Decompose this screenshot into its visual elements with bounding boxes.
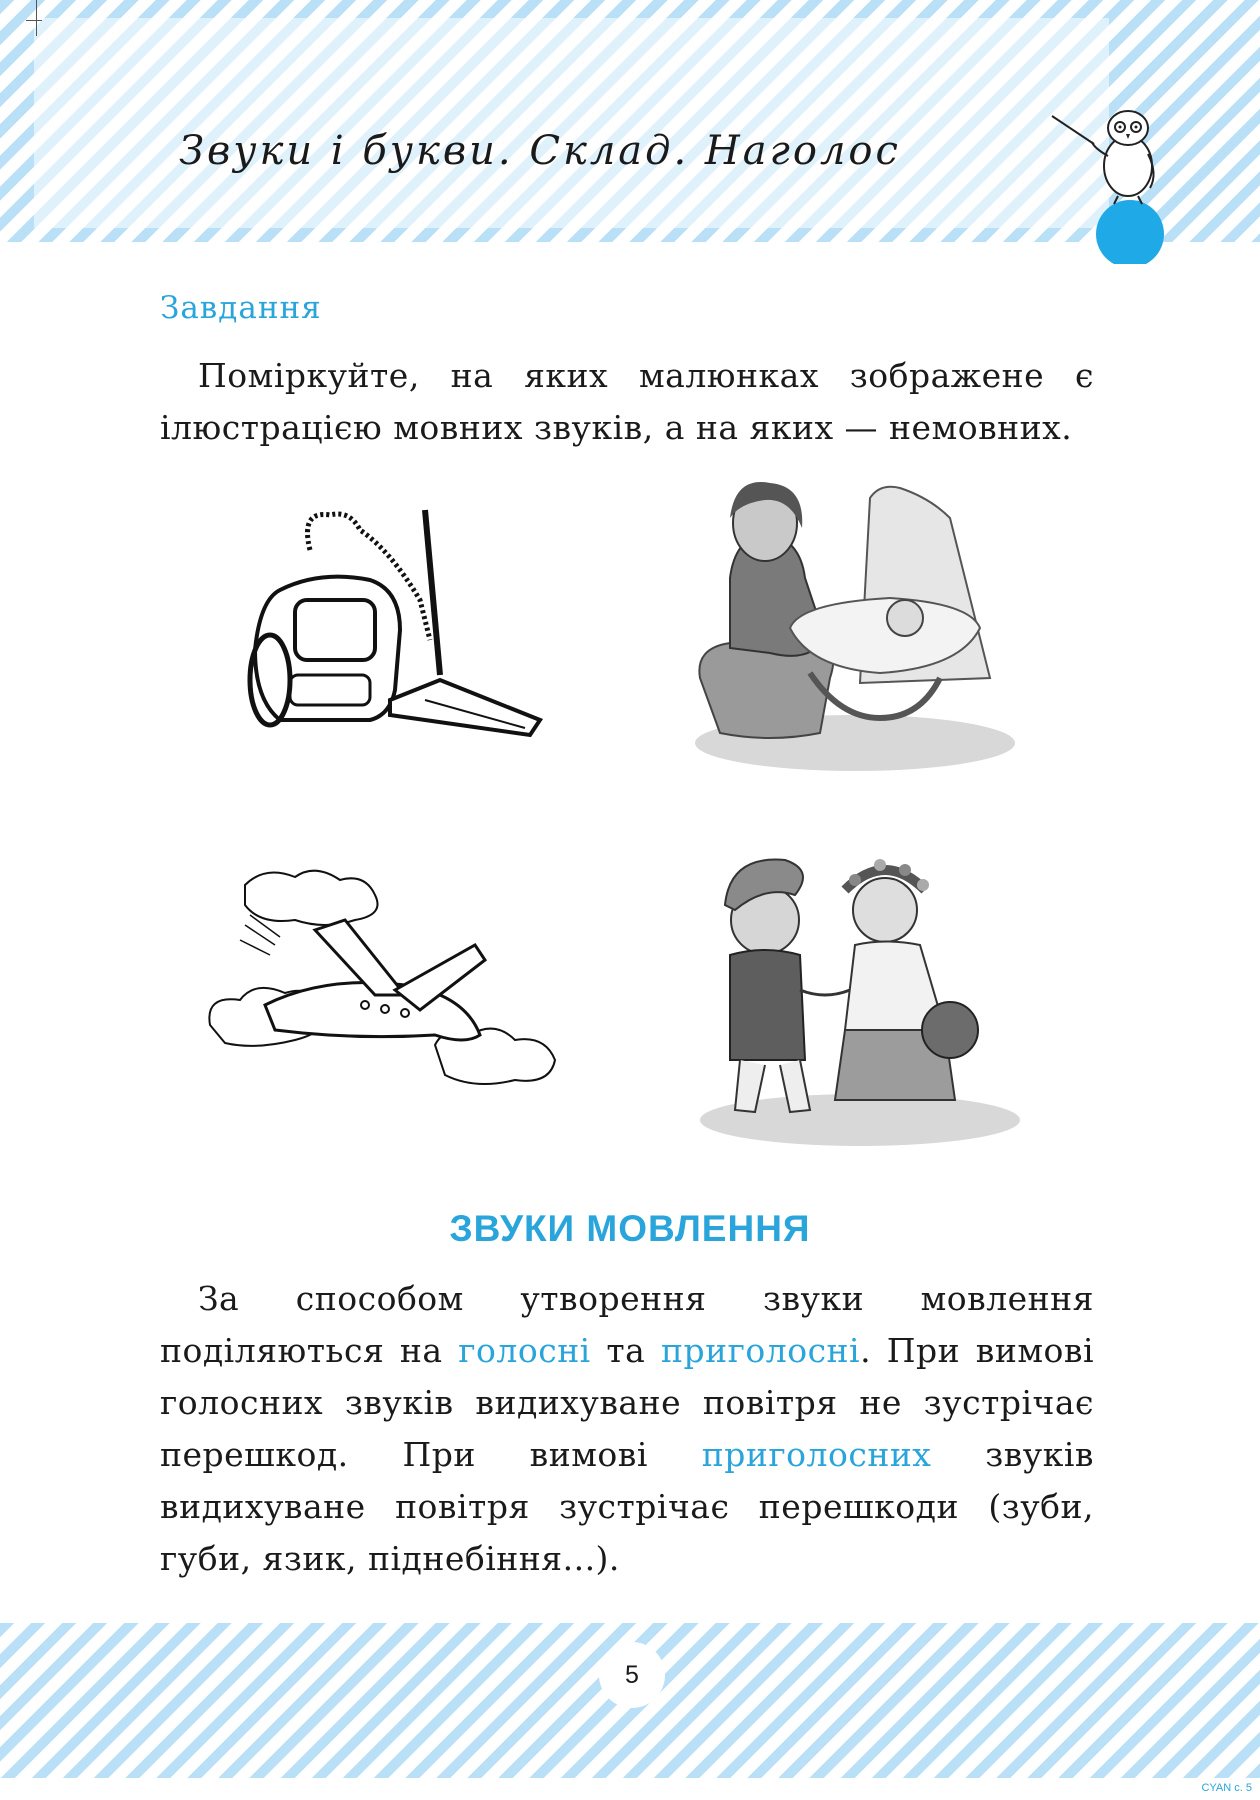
owl-mascot-icon: [1048, 104, 1178, 264]
task-text: [160, 350, 1094, 454]
section-paragraph: [160, 1273, 1094, 1585]
airplane-icon: [205, 865, 595, 1095]
print-mark: CYAN c. 5: [1201, 1782, 1252, 1794]
page-number-text: 5: [625, 1660, 639, 1689]
section-heading: ЗВУКИ МОВЛЕННЯ: [449, 1208, 811, 1249]
header-panel: [34, 18, 1109, 228]
term-consonants: приголосних: [701, 1435, 932, 1474]
text-run: звуків видихуване повітря зустрічає перешкоди (зуби, губи, язик, піднебіння...).: [160, 1435, 1094, 1578]
vacuum-cleaner-icon: [240, 490, 560, 755]
text-run: За способом утворення звуки мовлення поділяються на: [160, 1279, 1094, 1370]
text-run: . При вимові голосних звуків видихуване повітря не зустрічає перешкод. При вимові: [160, 1331, 1094, 1474]
crop-mark: [26, 20, 42, 21]
children-in-folk-costume-icon: [695, 850, 1020, 1150]
task-heading: Завдання: [160, 290, 322, 326]
crop-mark: [36, 0, 37, 36]
page-number: [599, 1642, 665, 1708]
mother-by-cradle-icon: [690, 478, 1020, 778]
text-run: та: [606, 1331, 646, 1370]
page-title: Звуки і букви. Склад. Наголос: [179, 128, 901, 174]
task-paragraph: Поміркуйте, на яких малюнках зображене є ілюстрацією мовних звуків, а на яких — немовних.: [160, 356, 1094, 447]
term-vowels: голосні: [458, 1331, 591, 1370]
term-consonants: приголосні: [660, 1331, 861, 1370]
